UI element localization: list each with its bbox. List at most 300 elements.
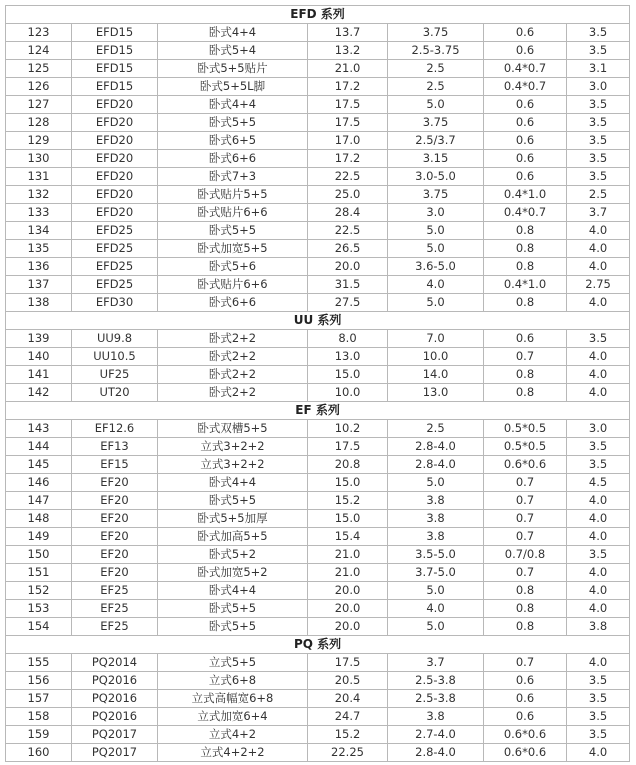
table-row xyxy=(6,24,630,42)
table-row xyxy=(6,492,630,510)
value-d-cell: 3.5 xyxy=(567,150,630,168)
type-cell: 卧式贴片6+6 xyxy=(158,204,308,222)
transformer-bobbin-spec-table xyxy=(5,5,630,762)
value-d-cell: 3.5 xyxy=(567,24,630,42)
row-number-cell: 126 xyxy=(6,78,72,96)
type-cell: 立式4+2 xyxy=(158,726,308,744)
row-number-cell: 137 xyxy=(6,276,72,294)
value-d-cell: 2.75 xyxy=(567,276,630,294)
model-cell: EFD20 xyxy=(72,114,158,132)
value-a-cell: 20.4 xyxy=(308,690,388,708)
value-b-cell: 5.0 xyxy=(388,618,484,636)
value-a-cell: 13.7 xyxy=(308,24,388,42)
table-row xyxy=(6,600,630,618)
row-number-cell: 151 xyxy=(6,564,72,582)
table-row xyxy=(6,366,630,384)
value-c-cell: 0.8 xyxy=(484,366,567,384)
table-row xyxy=(6,744,630,762)
model-cell: EF20 xyxy=(72,528,158,546)
value-c-cell: 0.8 xyxy=(484,618,567,636)
value-c-cell: 0.8 xyxy=(484,384,567,402)
model-cell: EFD30 xyxy=(72,294,158,312)
value-d-cell: 4.0 xyxy=(567,564,630,582)
value-a-cell: 17.2 xyxy=(308,150,388,168)
type-cell: 卧式5+5 xyxy=(158,114,308,132)
value-b-cell: 2.5 xyxy=(388,420,484,438)
section-header-row xyxy=(6,312,630,330)
model-cell: EF20 xyxy=(72,492,158,510)
value-c-cell: 0.7 xyxy=(484,564,567,582)
value-c-cell: 0.4*0.7 xyxy=(484,78,567,96)
value-b-cell: 2.8-4.0 xyxy=(388,744,484,762)
type-cell: 卧式加宽5+2 xyxy=(158,564,308,582)
table-row xyxy=(6,564,630,582)
model-cell: PQ2017 xyxy=(72,744,158,762)
value-d-cell: 4.0 xyxy=(567,744,630,762)
type-cell: 卧式2+2 xyxy=(158,330,308,348)
value-c-cell: 0.4*1.0 xyxy=(484,276,567,294)
model-cell: EF25 xyxy=(72,618,158,636)
value-d-cell: 3.5 xyxy=(567,330,630,348)
value-a-cell: 22.5 xyxy=(308,168,388,186)
model-cell: EFD20 xyxy=(72,204,158,222)
value-b-cell: 3.8 xyxy=(388,708,484,726)
value-b-cell: 3.8 xyxy=(388,510,484,528)
type-cell: 立式5+5 xyxy=(158,654,308,672)
value-a-cell: 17.5 xyxy=(308,96,388,114)
value-c-cell: 0.6 xyxy=(484,690,567,708)
table-row xyxy=(6,672,630,690)
model-cell: EF25 xyxy=(72,582,158,600)
value-a-cell: 25.0 xyxy=(308,186,388,204)
table-row xyxy=(6,708,630,726)
row-number-cell: 139 xyxy=(6,330,72,348)
section-header-row xyxy=(6,636,630,654)
value-d-cell: 3.5 xyxy=(567,690,630,708)
type-cell: 卧式4+4 xyxy=(158,24,308,42)
value-d-cell: 3.5 xyxy=(567,708,630,726)
model-cell: EF13 xyxy=(72,438,158,456)
value-a-cell: 8.0 xyxy=(308,330,388,348)
model-cell: EF20 xyxy=(72,510,158,528)
value-a-cell: 20.5 xyxy=(308,672,388,690)
value-a-cell: 27.5 xyxy=(308,294,388,312)
value-d-cell: 3.7 xyxy=(567,204,630,222)
value-b-cell: 3.8 xyxy=(388,492,484,510)
section-title: PQ 系列 xyxy=(6,636,630,654)
value-a-cell: 21.0 xyxy=(308,60,388,78)
type-cell: 立式加宽6+4 xyxy=(158,708,308,726)
value-b-cell: 5.0 xyxy=(388,240,484,258)
table-row xyxy=(6,456,630,474)
type-cell: 卧式4+4 xyxy=(158,474,308,492)
model-cell: UT20 xyxy=(72,384,158,402)
table-row xyxy=(6,168,630,186)
type-cell: 卧式加高5+5 xyxy=(158,528,308,546)
table-row xyxy=(6,294,630,312)
type-cell: 卧式6+5 xyxy=(158,132,308,150)
row-number-cell: 144 xyxy=(6,438,72,456)
type-cell: 立式3+2+2 xyxy=(158,456,308,474)
value-c-cell: 0.8 xyxy=(484,222,567,240)
value-c-cell: 0.7 xyxy=(484,528,567,546)
value-d-cell: 3.5 xyxy=(567,438,630,456)
row-number-cell: 132 xyxy=(6,186,72,204)
value-d-cell: 4.0 xyxy=(567,384,630,402)
table-row xyxy=(6,384,630,402)
model-cell: EF20 xyxy=(72,474,158,492)
value-c-cell: 0.8 xyxy=(484,240,567,258)
model-cell: EFD25 xyxy=(72,240,158,258)
table-row xyxy=(6,240,630,258)
type-cell: 卧式5+5 xyxy=(158,222,308,240)
value-b-cell: 5.0 xyxy=(388,222,484,240)
value-a-cell: 13.0 xyxy=(308,348,388,366)
section-title: UU 系列 xyxy=(6,312,630,330)
value-a-cell: 15.4 xyxy=(308,528,388,546)
value-b-cell: 5.0 xyxy=(388,294,484,312)
table-row xyxy=(6,330,630,348)
row-number-cell: 160 xyxy=(6,744,72,762)
value-b-cell: 4.0 xyxy=(388,276,484,294)
row-number-cell: 154 xyxy=(6,618,72,636)
value-c-cell: 0.6 xyxy=(484,114,567,132)
model-cell: EF25 xyxy=(72,600,158,618)
row-number-cell: 142 xyxy=(6,384,72,402)
value-c-cell: 0.7/0.8 xyxy=(484,546,567,564)
section-header-row xyxy=(6,6,630,24)
table-row xyxy=(6,654,630,672)
type-cell: 卧式5+4 xyxy=(158,42,308,60)
row-number-cell: 134 xyxy=(6,222,72,240)
value-c-cell: 0.6 xyxy=(484,672,567,690)
row-number-cell: 138 xyxy=(6,294,72,312)
model-cell: UU10.5 xyxy=(72,348,158,366)
value-c-cell: 0.7 xyxy=(484,474,567,492)
table-row xyxy=(6,276,630,294)
model-cell: UF25 xyxy=(72,366,158,384)
model-cell: EFD20 xyxy=(72,96,158,114)
value-a-cell: 15.0 xyxy=(308,366,388,384)
value-c-cell: 0.8 xyxy=(484,258,567,276)
model-cell: EF15 xyxy=(72,456,158,474)
value-b-cell: 3.75 xyxy=(388,114,484,132)
value-a-cell: 10.0 xyxy=(308,384,388,402)
value-d-cell: 3.5 xyxy=(567,168,630,186)
value-d-cell: 3.5 xyxy=(567,42,630,60)
value-d-cell: 4.0 xyxy=(567,240,630,258)
value-c-cell: 0.8 xyxy=(484,600,567,618)
row-number-cell: 143 xyxy=(6,420,72,438)
row-number-cell: 128 xyxy=(6,114,72,132)
row-number-cell: 123 xyxy=(6,24,72,42)
value-a-cell: 20.0 xyxy=(308,258,388,276)
row-number-cell: 130 xyxy=(6,150,72,168)
row-number-cell: 140 xyxy=(6,348,72,366)
value-d-cell: 4.0 xyxy=(567,258,630,276)
value-c-cell: 0.6*0.6 xyxy=(484,456,567,474)
value-b-cell: 2.5 xyxy=(388,60,484,78)
table-row xyxy=(6,438,630,456)
value-c-cell: 0.8 xyxy=(484,582,567,600)
value-b-cell: 3.7-5.0 xyxy=(388,564,484,582)
table-row xyxy=(6,258,630,276)
value-b-cell: 2.8-4.0 xyxy=(388,456,484,474)
value-d-cell: 3.5 xyxy=(567,672,630,690)
value-b-cell: 3.0-5.0 xyxy=(388,168,484,186)
table-row xyxy=(6,114,630,132)
value-a-cell: 22.5 xyxy=(308,222,388,240)
value-b-cell: 2.5-3.8 xyxy=(388,672,484,690)
table-row xyxy=(6,690,630,708)
model-cell: EFD15 xyxy=(72,60,158,78)
type-cell: 卧式4+4 xyxy=(158,96,308,114)
value-a-cell: 13.2 xyxy=(308,42,388,60)
value-d-cell: 4.0 xyxy=(567,528,630,546)
value-b-cell: 2.8-4.0 xyxy=(388,438,484,456)
value-c-cell: 0.6*0.6 xyxy=(484,744,567,762)
model-cell: EFD25 xyxy=(72,222,158,240)
value-d-cell: 3.1 xyxy=(567,60,630,78)
table-row xyxy=(6,186,630,204)
value-d-cell: 3.5 xyxy=(567,132,630,150)
type-cell: 卧式7+3 xyxy=(158,168,308,186)
table-body xyxy=(6,6,630,762)
table-row xyxy=(6,618,630,636)
row-number-cell: 148 xyxy=(6,510,72,528)
model-cell: EFD20 xyxy=(72,150,158,168)
spec-table-container xyxy=(5,5,629,762)
value-d-cell: 3.5 xyxy=(567,726,630,744)
model-cell: EF20 xyxy=(72,564,158,582)
type-cell: 卧式5+2 xyxy=(158,546,308,564)
value-a-cell: 20.0 xyxy=(308,618,388,636)
value-c-cell: 0.7 xyxy=(484,654,567,672)
value-c-cell: 0.4*0.7 xyxy=(484,60,567,78)
value-d-cell: 4.0 xyxy=(567,654,630,672)
value-c-cell: 0.6 xyxy=(484,708,567,726)
value-b-cell: 3.75 xyxy=(388,24,484,42)
type-cell: 卧式2+2 xyxy=(158,384,308,402)
table-row xyxy=(6,546,630,564)
model-cell: EFD20 xyxy=(72,132,158,150)
model-cell: UU9.8 xyxy=(72,330,158,348)
type-cell: 卧式5+5 xyxy=(158,618,308,636)
value-b-cell: 3.7 xyxy=(388,654,484,672)
type-cell: 卧式6+6 xyxy=(158,150,308,168)
table-row xyxy=(6,222,630,240)
type-cell: 卧式2+2 xyxy=(158,366,308,384)
table-row xyxy=(6,132,630,150)
value-d-cell: 3.5 xyxy=(567,546,630,564)
value-a-cell: 22.25 xyxy=(308,744,388,762)
table-row xyxy=(6,150,630,168)
type-cell: 卧式6+6 xyxy=(158,294,308,312)
value-a-cell: 17.5 xyxy=(308,654,388,672)
value-c-cell: 0.4*1.0 xyxy=(484,186,567,204)
value-a-cell: 10.2 xyxy=(308,420,388,438)
value-a-cell: 31.5 xyxy=(308,276,388,294)
model-cell: EFD20 xyxy=(72,168,158,186)
type-cell: 立式6+8 xyxy=(158,672,308,690)
value-a-cell: 21.0 xyxy=(308,564,388,582)
row-number-cell: 153 xyxy=(6,600,72,618)
table-row xyxy=(6,204,630,222)
value-b-cell: 5.0 xyxy=(388,96,484,114)
table-row xyxy=(6,726,630,744)
model-cell: EFD25 xyxy=(72,276,158,294)
value-b-cell: 10.0 xyxy=(388,348,484,366)
type-cell: 卧式4+4 xyxy=(158,582,308,600)
row-number-cell: 149 xyxy=(6,528,72,546)
value-c-cell: 0.7 xyxy=(484,348,567,366)
value-d-cell: 3.5 xyxy=(567,456,630,474)
value-c-cell: 0.4*0.7 xyxy=(484,204,567,222)
value-b-cell: 5.0 xyxy=(388,582,484,600)
type-cell: 立式3+2+2 xyxy=(158,438,308,456)
value-d-cell: 4.5 xyxy=(567,474,630,492)
value-a-cell: 28.4 xyxy=(308,204,388,222)
row-number-cell: 125 xyxy=(6,60,72,78)
value-d-cell: 3.5 xyxy=(567,114,630,132)
value-d-cell: 3.0 xyxy=(567,78,630,96)
value-d-cell: 4.0 xyxy=(567,582,630,600)
value-c-cell: 0.6 xyxy=(484,96,567,114)
value-d-cell: 4.0 xyxy=(567,366,630,384)
value-a-cell: 17.2 xyxy=(308,78,388,96)
value-c-cell: 0.6 xyxy=(484,24,567,42)
value-c-cell: 0.6 xyxy=(484,132,567,150)
value-a-cell: 15.0 xyxy=(308,474,388,492)
value-c-cell: 0.5*0.5 xyxy=(484,438,567,456)
value-c-cell: 0.7 xyxy=(484,510,567,528)
value-b-cell: 2.7-4.0 xyxy=(388,726,484,744)
value-c-cell: 0.5*0.5 xyxy=(484,420,567,438)
row-number-cell: 150 xyxy=(6,546,72,564)
section-title: EF 系列 xyxy=(6,402,630,420)
value-d-cell: 4.0 xyxy=(567,600,630,618)
table-row xyxy=(6,582,630,600)
value-b-cell: 3.15 xyxy=(388,150,484,168)
value-a-cell: 20.8 xyxy=(308,456,388,474)
model-cell: PQ2016 xyxy=(72,690,158,708)
model-cell: EFD15 xyxy=(72,42,158,60)
model-cell: EFD15 xyxy=(72,78,158,96)
model-cell: PQ2017 xyxy=(72,726,158,744)
value-d-cell: 3.5 xyxy=(567,96,630,114)
value-b-cell: 2.5/3.7 xyxy=(388,132,484,150)
table-row xyxy=(6,528,630,546)
value-b-cell: 2.5-3.8 xyxy=(388,690,484,708)
value-c-cell: 0.8 xyxy=(484,294,567,312)
value-a-cell: 15.2 xyxy=(308,726,388,744)
value-d-cell: 4.0 xyxy=(567,348,630,366)
type-cell: 卧式5+5贴片 xyxy=(158,60,308,78)
row-number-cell: 135 xyxy=(6,240,72,258)
value-c-cell: 0.6*0.6 xyxy=(484,726,567,744)
table-row xyxy=(6,474,630,492)
value-b-cell: 3.75 xyxy=(388,186,484,204)
row-number-cell: 145 xyxy=(6,456,72,474)
row-number-cell: 157 xyxy=(6,690,72,708)
type-cell: 卧式5+5L脚 xyxy=(158,78,308,96)
value-c-cell: 0.6 xyxy=(484,168,567,186)
row-number-cell: 158 xyxy=(6,708,72,726)
row-number-cell: 124 xyxy=(6,42,72,60)
section-header-row xyxy=(6,402,630,420)
type-cell: 卧式加宽5+5 xyxy=(158,240,308,258)
value-c-cell: 0.6 xyxy=(484,42,567,60)
value-a-cell: 21.0 xyxy=(308,546,388,564)
value-b-cell: 2.5 xyxy=(388,78,484,96)
type-cell: 卧式5+5 xyxy=(158,600,308,618)
model-cell: PQ2016 xyxy=(72,672,158,690)
value-d-cell: 3.0 xyxy=(567,420,630,438)
model-cell: EFD15 xyxy=(72,24,158,42)
value-b-cell: 13.0 xyxy=(388,384,484,402)
value-a-cell: 24.7 xyxy=(308,708,388,726)
value-a-cell: 15.2 xyxy=(308,492,388,510)
row-number-cell: 147 xyxy=(6,492,72,510)
model-cell: PQ2016 xyxy=(72,708,158,726)
table-row xyxy=(6,42,630,60)
value-b-cell: 5.0 xyxy=(388,474,484,492)
type-cell: 立式4+2+2 xyxy=(158,744,308,762)
value-c-cell: 0.7 xyxy=(484,492,567,510)
value-b-cell: 7.0 xyxy=(388,330,484,348)
table-row xyxy=(6,348,630,366)
model-cell: PQ2014 xyxy=(72,654,158,672)
row-number-cell: 156 xyxy=(6,672,72,690)
row-number-cell: 146 xyxy=(6,474,72,492)
type-cell: 卧式5+6 xyxy=(158,258,308,276)
model-cell: EFD20 xyxy=(72,186,158,204)
table-row xyxy=(6,420,630,438)
value-a-cell: 20.0 xyxy=(308,600,388,618)
value-d-cell: 4.0 xyxy=(567,492,630,510)
value-a-cell: 20.0 xyxy=(308,582,388,600)
row-number-cell: 133 xyxy=(6,204,72,222)
value-c-cell: 0.6 xyxy=(484,150,567,168)
row-number-cell: 136 xyxy=(6,258,72,276)
type-cell: 卧式贴片6+6 xyxy=(158,276,308,294)
row-number-cell: 159 xyxy=(6,726,72,744)
row-number-cell: 152 xyxy=(6,582,72,600)
value-a-cell: 17.5 xyxy=(308,114,388,132)
value-d-cell: 4.0 xyxy=(567,510,630,528)
value-d-cell: 2.5 xyxy=(567,186,630,204)
table-row xyxy=(6,510,630,528)
model-cell: EFD25 xyxy=(72,258,158,276)
model-cell: EF20 xyxy=(72,546,158,564)
table-row xyxy=(6,60,630,78)
type-cell: 卧式贴片5+5 xyxy=(158,186,308,204)
row-number-cell: 141 xyxy=(6,366,72,384)
row-number-cell: 127 xyxy=(6,96,72,114)
value-b-cell: 3.8 xyxy=(388,528,484,546)
type-cell: 卧式5+5加厚 xyxy=(158,510,308,528)
value-b-cell: 3.6-5.0 xyxy=(388,258,484,276)
value-b-cell: 3.0 xyxy=(388,204,484,222)
table-row xyxy=(6,78,630,96)
row-number-cell: 129 xyxy=(6,132,72,150)
section-title: EFD 系列 xyxy=(6,6,630,24)
type-cell: 卧式2+2 xyxy=(158,348,308,366)
type-cell: 卧式5+5 xyxy=(158,492,308,510)
value-d-cell: 4.0 xyxy=(567,222,630,240)
value-c-cell: 0.6 xyxy=(484,330,567,348)
row-number-cell: 131 xyxy=(6,168,72,186)
